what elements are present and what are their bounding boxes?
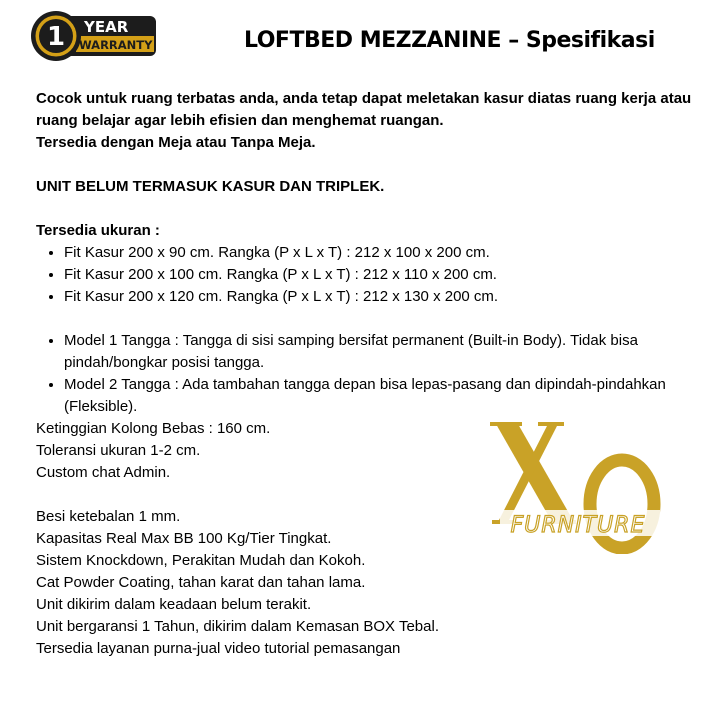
list-item: • Fit Kasur 200 x 100 cm. Rangka (P x L x T) : 212 x 110 x 200 cm.	[64, 264, 696, 286]
spec-content	[36, 88, 696, 660]
models-list	[36, 330, 696, 418]
feature-line: Unit bergaransi 1 Tahun, dikirim dalam Kemasan BOX Tebal.	[36, 618, 439, 635]
feature-line: Unit dikirim dalam keadaan belum terakit.	[36, 596, 312, 613]
intro	[36, 88, 696, 154]
feature-line: Tersedia layanan purna-jual video tutorial pemasangan	[36, 640, 401, 657]
badge-year-text: YEAR	[84, 18, 129, 36]
feature-line: Besi ketebalan 1 mm.	[36, 508, 181, 525]
feature-line: Kapasitas Real Max BB 100 Kg/Tier Tingkat.	[36, 530, 332, 547]
detail-line: Ketinggian Kolong Bebas : 160 cm.	[36, 420, 271, 437]
sizes-heading: Tersedia ukuran :	[36, 222, 160, 239]
logo-word: FURNITURE	[510, 513, 646, 538]
list-item: • Fit Kasur 200 x 120 cm. Rangka (P x L x T) : 212 x 130 x 200 cm.	[64, 286, 696, 308]
page-title: LOFTBED MEZZANINE – Spesifikasi	[244, 28, 655, 53]
warranty-badge	[30, 10, 158, 62]
list-item: • Fit Kasur 200 x 90 cm. Rangka (P x L x T) : 212 x 100 x 200 cm.	[64, 242, 696, 264]
feature-line: Sistem Knockdown, Perakitan Mudah dan Kokoh.	[36, 552, 366, 569]
intro-text: Cocok untuk ruang terbatas anda, anda tetap dapat meletakan kasur diatas ruang kerja atau ruang belajar agar lebih efisien dan menghemat ruangan.	[36, 90, 692, 129]
sizes-list	[36, 242, 696, 308]
list-item: • Model 2 Tangga : Ada tambahan tangga depan bisa lepas-pasang dan dipindah-pindahkan (Fleksible).	[64, 374, 696, 418]
feature-line: Cat Powder Coating, tahan karat dan tahan lama.	[36, 574, 366, 591]
logo-x-mark	[490, 422, 576, 524]
intro-text: Tersedia dengan Meja atau Tanpa Meja.	[36, 134, 316, 151]
badge-number: 1	[46, 22, 66, 52]
list-item: • Model 1 Tangga : Tangga di sisi samping bersifat permanent (Built-in Body). Tidak bisa pindah/bongkar posisi tangga.	[64, 330, 696, 374]
notice-text: UNIT BELUM TERMASUK KASUR DAN TRIPLEK.	[36, 178, 385, 195]
badge-warranty-text: WARRANTY	[79, 38, 153, 52]
detail-line: Custom chat Admin.	[36, 464, 171, 481]
xo-furniture-logo	[488, 414, 664, 554]
detail-line: Toleransi ukuran 1-2 cm.	[36, 442, 201, 459]
